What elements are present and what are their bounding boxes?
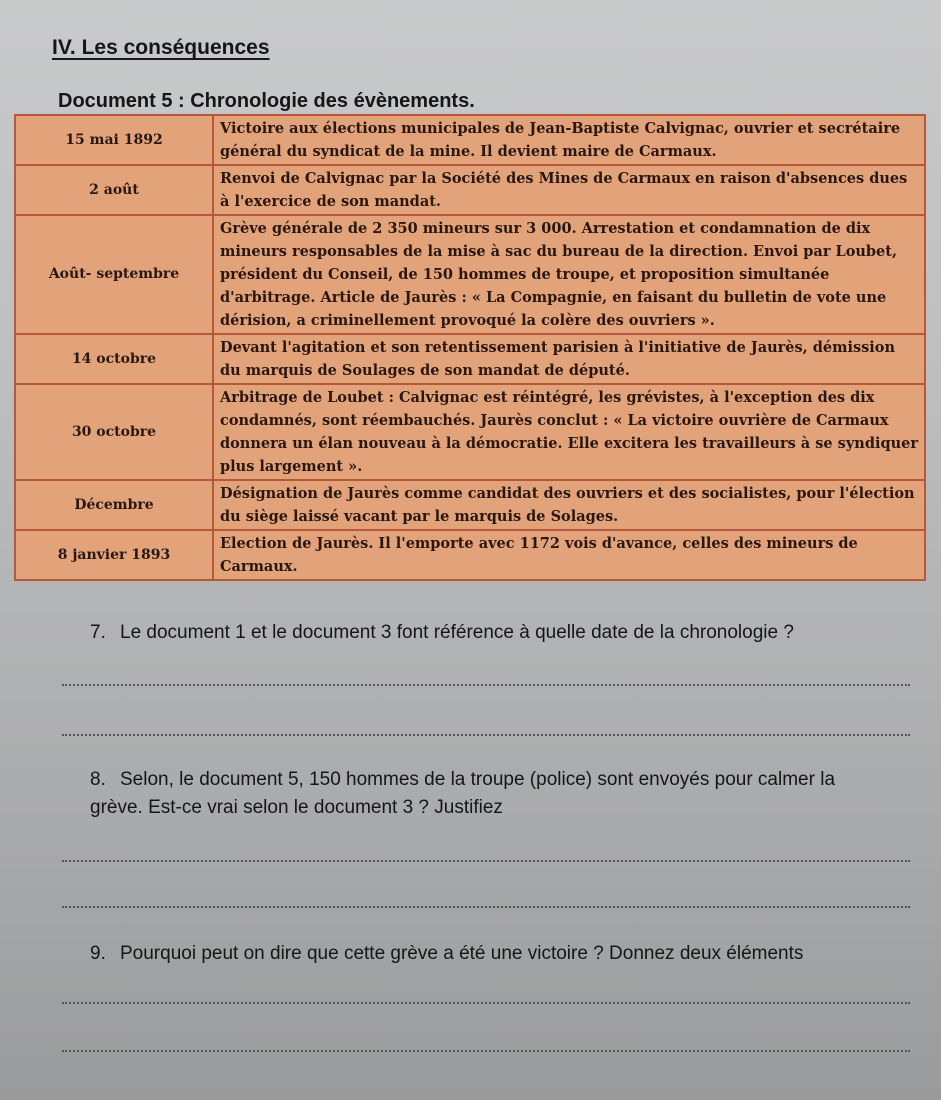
- question-9: [90, 940, 930, 968]
- timeline-event: Victoire aux élections municipales de Jean-Baptiste Calvignac, ouvrier et secrétaire général du syndicat de la mine. Il devient maire de Carmaux.: [213, 115, 925, 165]
- question-text: Le document 1 et le document 3 font référence à quelle date de la chronologie ?: [120, 622, 794, 643]
- timeline-date: 8 janvier 1893: [15, 530, 213, 580]
- timeline-date: 14 octobre: [15, 334, 213, 384]
- answer-line[interactable]: [62, 684, 910, 686]
- section-title: IV. Les conséquences: [52, 36, 270, 59]
- table-row: [15, 215, 925, 334]
- question-text: Selon, le document 5, 150 hommes de la troupe (police) sont envoyés pour calmer la grève. Est-ce vrai selon le document 3 ? Justifiez: [90, 769, 836, 818]
- timeline-event: Devant l'agitation et son retentissement parisien à l'initiative de Jaurès, démission du marquis de Soulages de son mandat de député.: [213, 334, 925, 384]
- timeline-date: 2 août: [15, 165, 213, 215]
- table-row: [15, 530, 925, 580]
- document-title: Document 5 : Chronologie des évènements.: [58, 90, 475, 112]
- timeline-event: Election de Jaurès. Il l'emporte avec 1172 vois d'avance, celles des mineurs de Carmaux.: [213, 530, 925, 580]
- answer-line[interactable]: [62, 906, 910, 908]
- question-text: Pourquoi peut on dire que cette grève a été une victoire ? Donnez deux éléments: [120, 943, 804, 964]
- timeline-date: 15 mai 1892: [15, 115, 213, 165]
- timeline-event: Renvoi de Calvignac par la Société des Mines de Carmaux en raison d'absences dues à l'exercice de son mandat.: [213, 165, 925, 215]
- table-row: [15, 480, 925, 530]
- table-row: [15, 165, 925, 215]
- timeline-date: Décembre: [15, 480, 213, 530]
- timeline-event: Grève générale de 2 350 mineurs sur 3 000. Arrestation et condamnation de dix mineurs responsables de la mise à sac du bureau de la direction. Envoi par Loubet, président du Conseil, de 150 hommes de troupe, et proposition simultanée d'arbitrage. Article de Jaurès : « La Compagnie, en faisant du bulletin de vote une dérision, a criminellement provoqué la colère des ouvriers ».: [213, 215, 925, 334]
- table-row: [15, 334, 925, 384]
- question-number: 8.: [90, 769, 106, 790]
- question-number: 7.: [90, 622, 106, 643]
- answer-line[interactable]: [62, 1002, 910, 1004]
- timeline-date: Août- septembre: [15, 215, 213, 334]
- answer-line[interactable]: [62, 860, 910, 862]
- table-row: [15, 115, 925, 165]
- question-8: [90, 766, 850, 822]
- table-row: [15, 384, 925, 480]
- answer-line[interactable]: [62, 734, 910, 736]
- chronology-table: [14, 114, 926, 581]
- question-7: [90, 619, 910, 647]
- timeline-event: Arbitrage de Loubet : Calvignac est réintégré, les grévistes, à l'exception des dix condamnés, sont réembauchés. Jaurès conclut : « La victoire ouvrière de Carmaux donnera un élan nouveau à la démocratie. Elle excitera les travailleurs à se syndiquer plus largement ».: [213, 384, 925, 480]
- answer-line[interactable]: [62, 1050, 910, 1052]
- timeline-date: 30 octobre: [15, 384, 213, 480]
- question-number: 9.: [90, 943, 106, 964]
- timeline-event: Désignation de Jaurès comme candidat des ouvriers et des socialistes, pour l'élection du siège laissé vacant par le marquis de Solages.: [213, 480, 925, 530]
